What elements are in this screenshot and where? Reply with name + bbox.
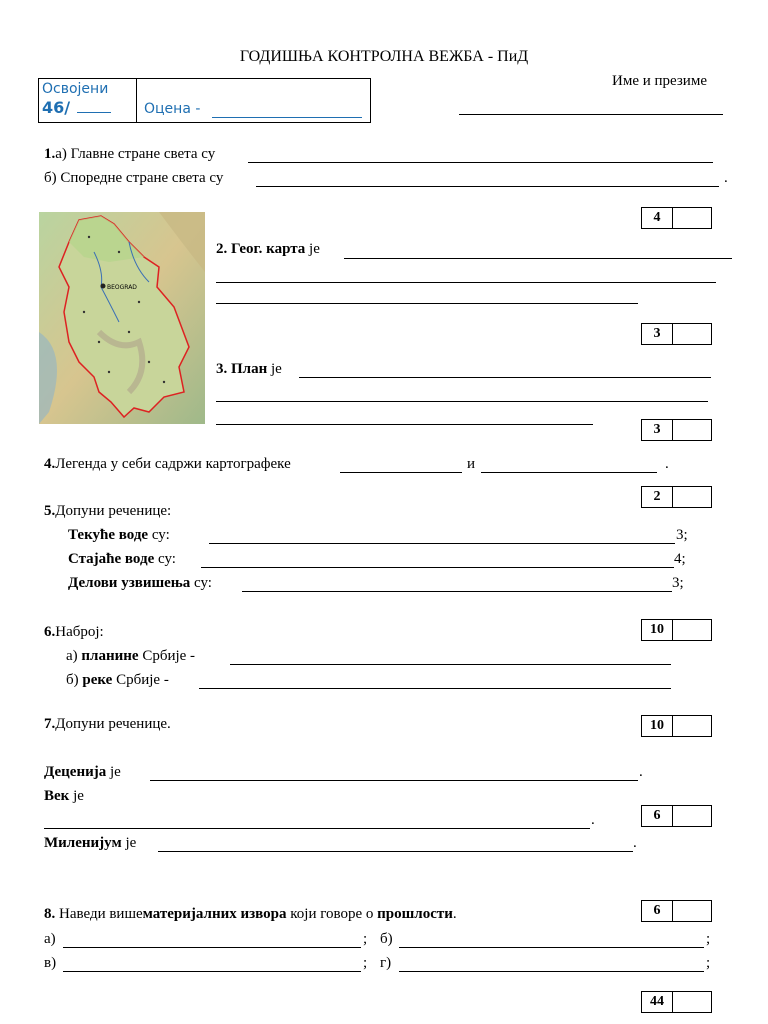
q6-a-answer[interactable] xyxy=(230,664,671,665)
q3-score-box xyxy=(641,419,712,441)
grade-blank[interactable] xyxy=(212,117,362,118)
earned-cell xyxy=(39,79,137,122)
q5-points: 10 xyxy=(642,620,673,640)
q6-b-answer[interactable] xyxy=(199,688,671,689)
q5-row-1-points: 3; xyxy=(676,527,688,543)
q7-century-answer[interactable] xyxy=(44,828,590,829)
q5-text: Допуни реченице: xyxy=(55,503,172,519)
q5-row-3-term: Делови узвишења xyxy=(68,575,191,591)
q1-score-field[interactable] xyxy=(673,208,711,228)
q5-row-2-rest: су: xyxy=(154,551,176,567)
q2-label xyxy=(216,241,320,258)
q8-v-answer[interactable] xyxy=(63,971,361,972)
q5-row-1-answer[interactable] xyxy=(209,543,675,544)
q7-decade xyxy=(44,764,121,781)
grade-label: Оцена - xyxy=(144,101,201,117)
q6-a-rest: Србије - xyxy=(138,648,196,664)
q7-number: 7. xyxy=(44,716,56,732)
q6-text: Наброј: xyxy=(55,624,104,640)
q5-row-1-rest: су: xyxy=(148,527,170,543)
q7-century-rest: је xyxy=(69,788,84,804)
q5-label xyxy=(44,503,171,520)
q5-number: 5. xyxy=(44,503,56,519)
q7-points: 10 xyxy=(642,716,673,736)
q4-score-field[interactable] xyxy=(673,487,711,507)
q7-decade-term: Деценија xyxy=(44,764,107,780)
score-header-box xyxy=(38,78,371,123)
q8-label xyxy=(44,906,457,923)
q4-end: . xyxy=(665,456,669,472)
q6-a-term: планине xyxy=(81,648,139,664)
q1-b-text: б) Споредне стране света су xyxy=(44,170,224,186)
q2-rest: је xyxy=(305,241,320,257)
q8-term: материјалних извора xyxy=(142,906,287,922)
q5-row-1-term: Текуће воде xyxy=(68,527,149,543)
q3-score-field[interactable] xyxy=(673,420,711,440)
q8-v-sep: ; xyxy=(363,955,368,971)
name-label: Име и презиме xyxy=(612,73,707,89)
q1-a-answer[interactable] xyxy=(248,162,713,163)
q8-end: . xyxy=(452,906,457,922)
q6-b-rest: Србије - xyxy=(112,672,169,688)
q3-points: 3 xyxy=(642,420,673,440)
q1-a xyxy=(44,146,215,163)
q7-decade-rest: је xyxy=(106,764,121,780)
total-score-box xyxy=(641,991,712,1013)
total-points: 44 xyxy=(642,992,673,1012)
q8-g-label: г) xyxy=(380,955,392,971)
q1-end: . xyxy=(724,170,728,186)
q8-b-answer[interactable] xyxy=(399,947,704,948)
q8-a-answer[interactable] xyxy=(63,947,361,948)
q5-row-3-points: 3; xyxy=(672,575,684,591)
q5-row-3-answer[interactable] xyxy=(242,591,672,592)
q8-number: 8. xyxy=(44,906,56,922)
total-score-field[interactable] xyxy=(673,992,711,1012)
earned-blank[interactable] xyxy=(77,112,111,113)
q4-text: Легенда у себи садржи картографеке xyxy=(55,456,291,472)
q2-answer-3[interactable] xyxy=(216,303,638,304)
q4-and: и xyxy=(467,456,476,472)
q1-a-text: а) Главне стране света су xyxy=(55,146,216,162)
svg-text:BEOGRAD: BEOGRAD xyxy=(107,284,137,291)
q7-score-field[interactable] xyxy=(673,716,711,736)
q7-label xyxy=(44,716,171,733)
q8-a-sep: ; xyxy=(363,931,368,947)
q7-century-dot: . xyxy=(591,812,595,828)
q4-score-box xyxy=(641,486,712,508)
q7-millennium-dot: . xyxy=(633,835,637,851)
q5-row-1 xyxy=(68,527,170,544)
q8-score-field[interactable] xyxy=(673,901,711,921)
q1-score-box xyxy=(641,207,712,229)
q7-decade-answer[interactable] xyxy=(150,780,638,781)
q2-score-field[interactable] xyxy=(673,324,711,344)
q5-score-field[interactable] xyxy=(673,620,711,640)
q7-score-field-2[interactable] xyxy=(673,806,711,826)
q8-points: 6 xyxy=(642,901,673,921)
q4-points: 2 xyxy=(642,487,673,507)
q6-number: 6. xyxy=(44,624,56,640)
q7-millennium-rest: је xyxy=(121,835,137,851)
q8-v-label: в) xyxy=(44,955,57,971)
q7-millennium xyxy=(44,835,136,852)
q7-millennium-answer[interactable] xyxy=(158,851,633,852)
q2-score-box xyxy=(641,323,712,345)
q7-points-2: 6 xyxy=(642,806,673,826)
q3-term: 3. План xyxy=(216,361,268,377)
grade-cell xyxy=(137,79,370,122)
q2-points: 3 xyxy=(642,324,673,344)
q8-b-sep: ; xyxy=(706,931,711,947)
q7-decade-dot: . xyxy=(639,764,643,780)
q7-score-box-2 xyxy=(641,805,712,827)
q6-label xyxy=(44,624,104,641)
q4-label xyxy=(44,456,291,473)
q4-answer-2[interactable] xyxy=(481,472,657,473)
q2-term: 2. Геог. карта xyxy=(216,241,306,257)
q7-century xyxy=(44,788,84,805)
serbia-map-image xyxy=(39,212,205,424)
earned-value: 46/ xyxy=(42,98,71,117)
name-field[interactable] xyxy=(459,114,723,115)
q8-g-sep: ; xyxy=(706,955,711,971)
q1-number: 1. xyxy=(44,146,56,162)
q5-row-2-term: Стајаће воде xyxy=(68,551,155,567)
q8-b-label: б) xyxy=(380,931,393,947)
q8-pre: Наведи више xyxy=(55,906,143,922)
q7-text: Допуни реченице. xyxy=(55,716,171,732)
q6-a-prefix: а) xyxy=(66,648,82,664)
q8-score-box xyxy=(641,900,712,922)
q2-answer-1[interactable] xyxy=(344,258,732,259)
q6-b-term: реке xyxy=(82,672,113,688)
q1-b-answer[interactable] xyxy=(256,186,719,187)
q5-row-3-rest: су: xyxy=(190,575,212,591)
q5-row-2 xyxy=(68,551,176,568)
q6-a xyxy=(66,648,195,665)
q5-row-2-points: 4; xyxy=(674,551,686,567)
q1-points: 4 xyxy=(642,208,673,228)
q2-answer-2[interactable] xyxy=(216,282,716,283)
q5-row-2-answer[interactable] xyxy=(201,567,674,568)
q8-mid: који говоре о xyxy=(286,906,378,922)
q3-answer-1[interactable] xyxy=(299,377,711,378)
q4-number: 4. xyxy=(44,456,56,472)
q3-rest: је xyxy=(267,361,282,377)
q8-g-answer[interactable] xyxy=(399,971,704,972)
q3-answer-3[interactable] xyxy=(216,424,593,425)
q6-b-prefix: б) xyxy=(66,672,83,688)
q8-term-2: прошлости xyxy=(377,906,453,922)
q8-a-label: а) xyxy=(44,931,56,947)
page-title: ГОДИШЊА КОНТРОЛНА ВЕЖБА - ПиД xyxy=(239,48,529,65)
q7-century-term: Век xyxy=(44,788,70,804)
q3-answer-2[interactable] xyxy=(216,401,708,402)
q3-label xyxy=(216,361,282,378)
q6-b xyxy=(66,672,169,689)
q5-score-box xyxy=(641,619,712,641)
earned-label: Освојени xyxy=(42,81,109,97)
q7-score-box xyxy=(641,715,712,737)
q5-row-3 xyxy=(68,575,212,592)
q4-answer-1[interactable] xyxy=(340,472,462,473)
q7-millennium-term: Миленијум xyxy=(44,835,122,851)
